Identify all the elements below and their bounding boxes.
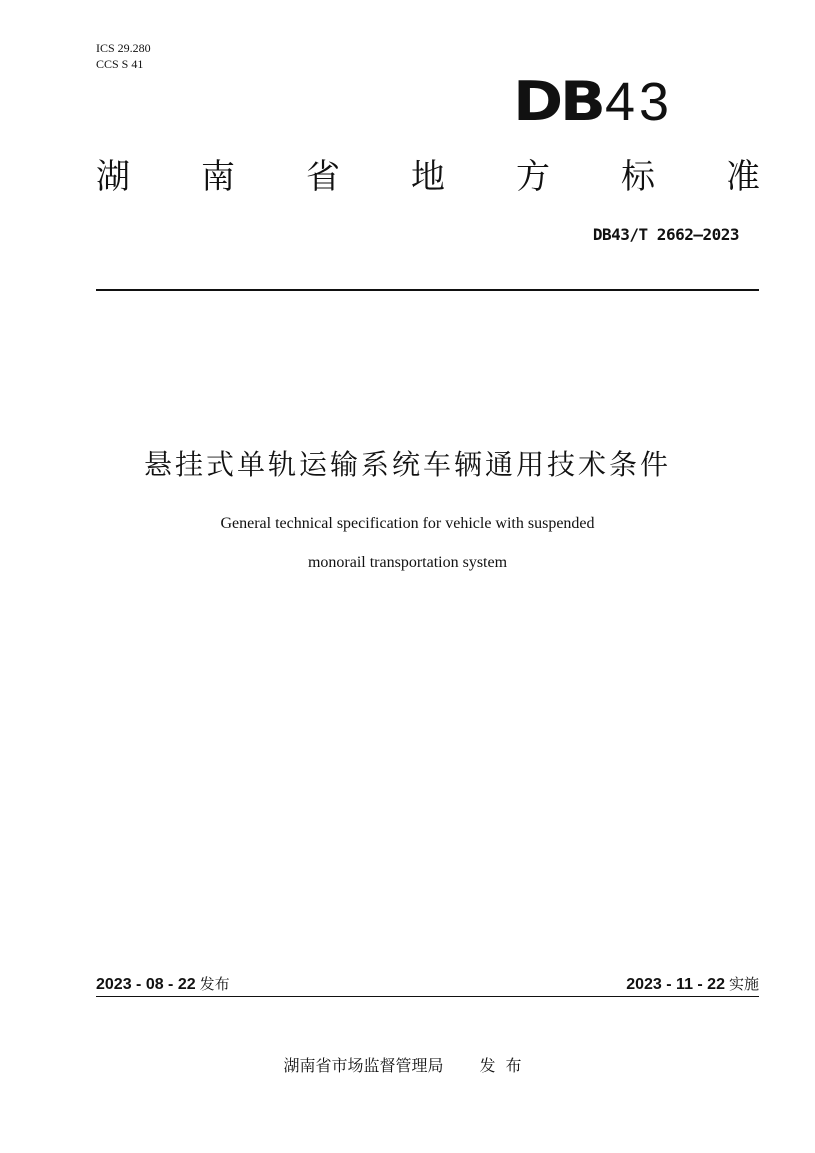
implement-label: 实施 — [728, 975, 759, 993]
ccs-code: CCS S 41 — [96, 57, 144, 71]
province-number: 43 — [605, 72, 674, 132]
title-english-line1: General technical specification for vehicle with suspended — [220, 515, 595, 532]
title-english-line2: monorail transportation system — [307, 554, 508, 571]
standard-type-char: 省 — [306, 157, 340, 197]
implement-date: 2023 - 11 - 22 — [626, 976, 725, 993]
standard-code: DB43/T 2662—2023 — [592, 225, 739, 244]
standard-type-char: 标 — [621, 157, 655, 197]
ics-code: ICS 29.280 — [96, 41, 151, 55]
standard-type-heading — [96, 154, 760, 200]
standard-mark — [513, 72, 673, 132]
issuer-name: 湖南省市场监督管理局 — [283, 1056, 444, 1075]
standard-type-char: 地 — [411, 157, 445, 197]
issue-label: 发布 — [199, 975, 230, 993]
bottom-divider — [96, 996, 759, 997]
title-chinese: 悬挂式单轨运输系统车辆通用技术条件 — [143, 448, 671, 481]
issuer-line — [0, 1054, 815, 1078]
top-divider — [96, 289, 759, 291]
db-logo: DB — [513, 70, 603, 133]
issue-date-block — [96, 973, 230, 996]
issuer-action: 发布 — [479, 1056, 532, 1075]
standard-type-char: 方 — [516, 157, 550, 197]
standard-type-char: 准 — [726, 157, 760, 197]
issue-date: 2023 - 08 - 22 — [96, 976, 196, 993]
implement-date-block — [626, 973, 759, 996]
classification-codes — [96, 40, 151, 72]
standard-type-char: 湖 — [96, 157, 130, 197]
standard-type-char: 南 — [201, 157, 235, 197]
